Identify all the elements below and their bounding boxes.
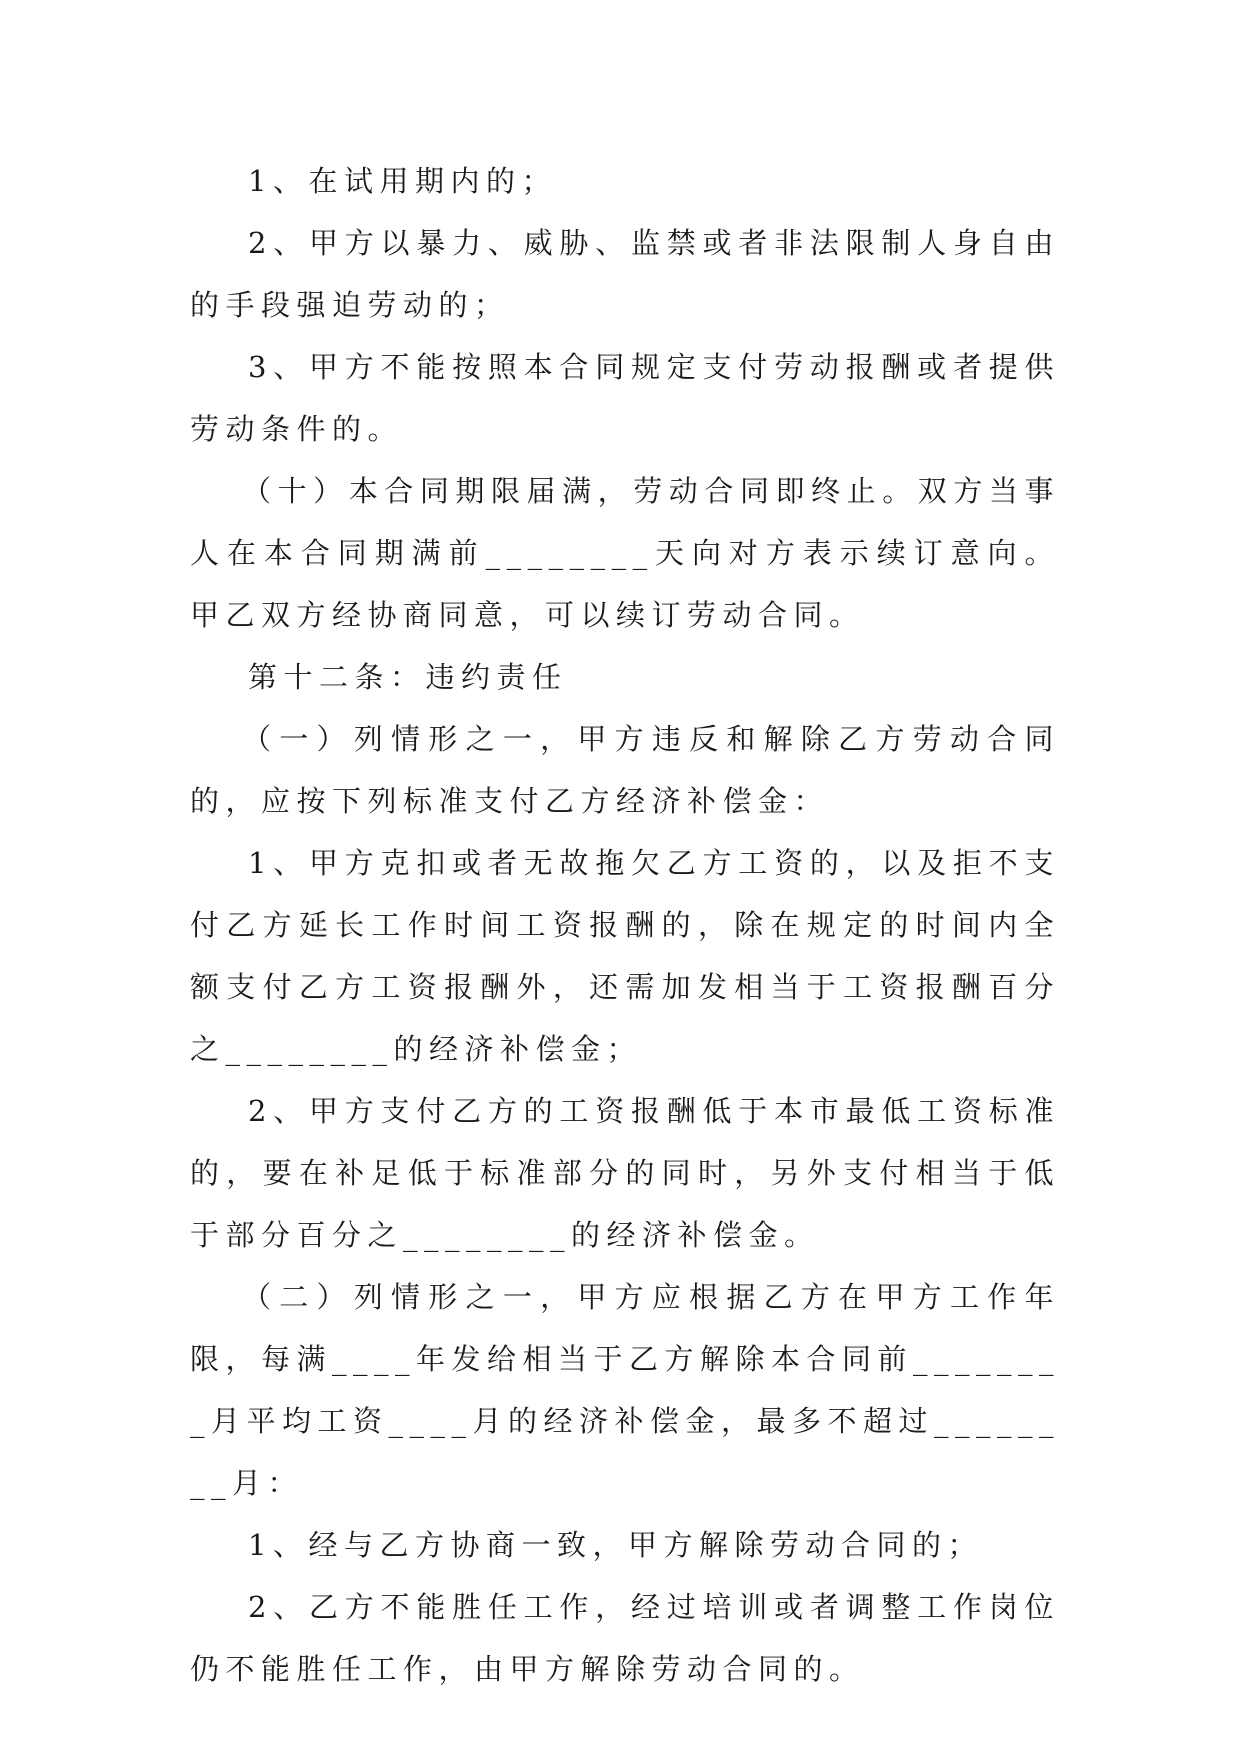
document-body: [190, 150, 1060, 1700]
paragraph-wage-arrears: 1、甲方克扣或者无故拖欠乙方工资的，以及拒不支付乙方延长工作时间工资报酬的，除在规定的时间内全额支付乙方工资报酬外，还需加发相当于工资报酬百分之________的经济补偿金；: [190, 846, 1060, 1066]
paragraph-incompetence: 2、乙方不能胜任工作，经过培训或者调整工作岗位仍不能胜任工作，由甲方解除劳动合同的。: [190, 1590, 1060, 1686]
paragraph-trial-period: 1、在试用期内的；: [248, 164, 557, 198]
paragraph-minimum-wage: 2、甲方支付乙方的工资报酬低于本市最低工资标准的，要在补足低于标准部分的同时，另外支付相当于低于部分百分之________的经济补偿金。: [190, 1094, 1060, 1252]
paragraph-mutual-agreement: 1、经与乙方协商一致，甲方解除劳动合同的；: [248, 1528, 983, 1562]
paragraph-unpaid-labor: 3、甲方不能按照本合同规定支付劳动报酬或者提供劳动条件的。: [190, 350, 1060, 446]
paragraph-forced-labor: 2、甲方以暴力、威胁、监禁或者非法限制人身自由的手段强迫劳动的；: [190, 226, 1060, 322]
section-heading-article-12: 第十二条：违约责任: [248, 660, 568, 694]
paragraph-compensation-standard: （一）列情形之一，甲方违反和解除乙方劳动合同的，应按下列标准支付乙方经济补偿金：: [190, 722, 1060, 818]
paragraph-contract-expiry: （十）本合同期限届满，劳动合同即终止。双方当事人在本合同期满前________天向对方表示续订意向。甲乙双方经协商同意，可以续订劳动合同。: [190, 474, 1060, 632]
paragraph-severance-years: （二）列情形之一，甲方应根据乙方在甲方工作年限，每满____年发给相当于乙方解除本合同前________月平均工资____月的经济补偿金，最多不超过________月：: [190, 1280, 1061, 1500]
